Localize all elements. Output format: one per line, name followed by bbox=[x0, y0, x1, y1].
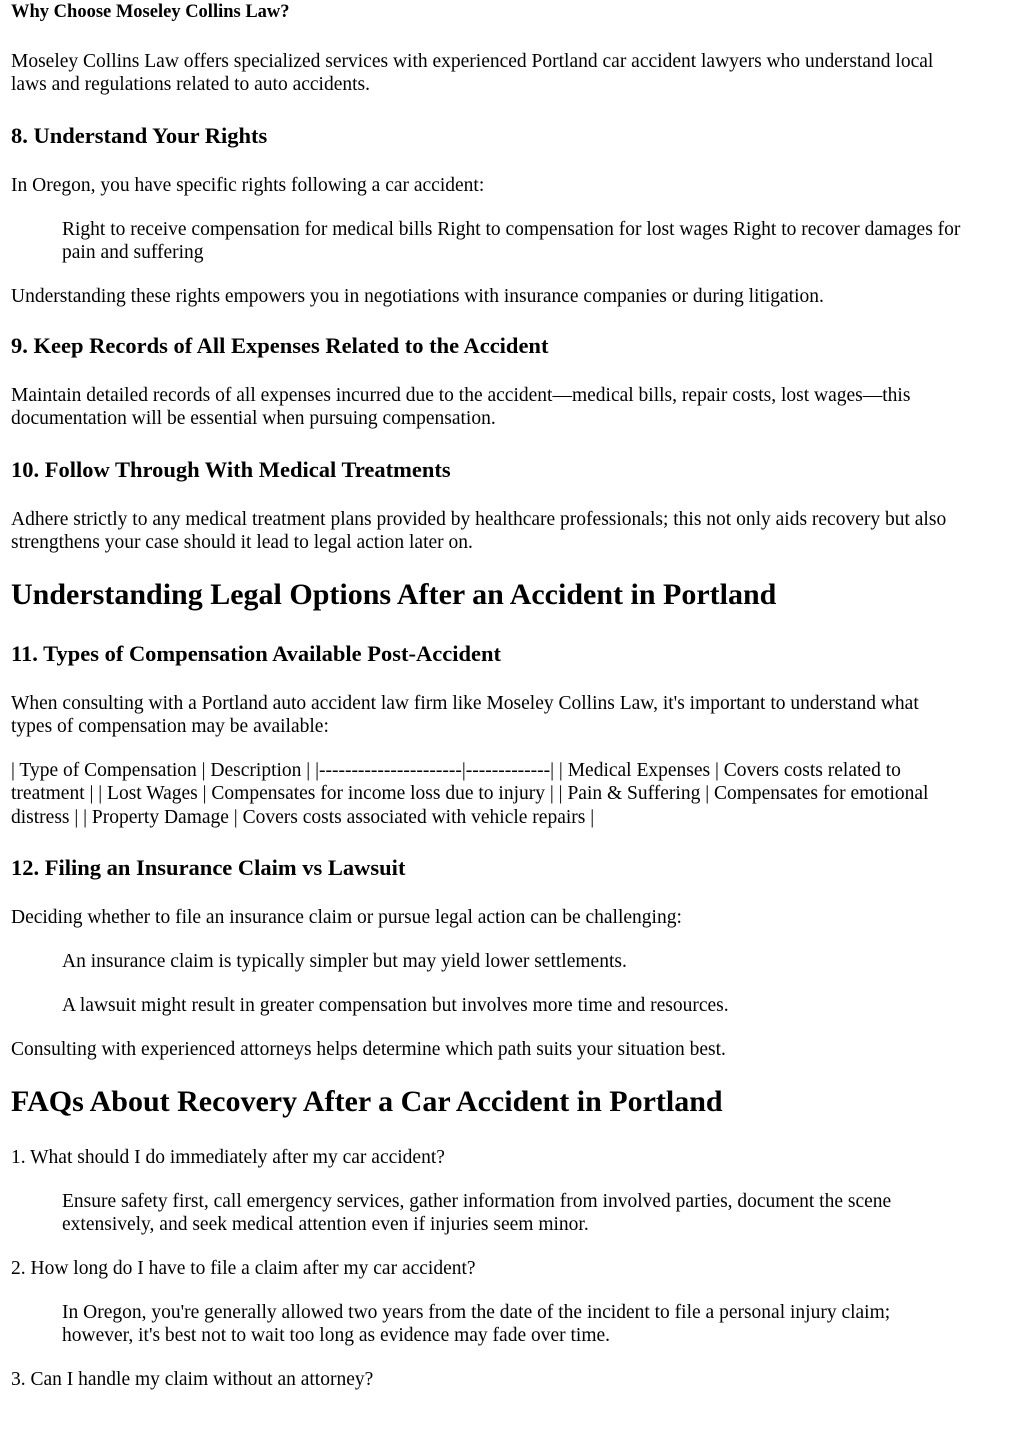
faq-answer-1-line-1: Ensure safety first, call emergency services, gather information from involved parties, document the scene bbox=[62, 1191, 892, 1212]
section-10-heading: 10. Follow Through With Medical Treatments bbox=[11, 457, 451, 482]
section-10-text-line-2: strengthens your case should it lead to legal action later on. bbox=[11, 532, 473, 553]
why-choose-text-line-2: laws and regulations related to auto accidents. bbox=[11, 74, 370, 95]
section-8-intro: In Oregon, you have specific rights following a car accident: bbox=[11, 175, 485, 196]
faq-question-1: 1. What should I do immediately after my car accident? bbox=[11, 1147, 445, 1168]
compensation-table-text-line-1: | Type of Compensation | Description | |----------------------|-------------| | Medical Expenses | Covers costs related to bbox=[11, 760, 901, 781]
faq-question-3: 3. Can I handle my claim without an attorney? bbox=[11, 1369, 374, 1390]
compensation-table-text-line-2: treatment | | Lost Wages | Compensates for income loss due to injury | | Pain & Suffering | Compensates for emotional bbox=[11, 783, 929, 804]
section-11-intro-line-1: When consulting with a Portland auto accident law firm like Moseley Collins Law, it's important to understand what bbox=[11, 693, 919, 714]
section-8-outro: Understanding these rights empowers you in negotiations with insurance companies or during litigation. bbox=[11, 286, 824, 307]
section-12-quote-1: An insurance claim is typically simpler but may yield lower settlements. bbox=[62, 951, 627, 972]
section-12-intro: Deciding whether to file an insurance claim or pursue legal action can be challenging: bbox=[11, 907, 682, 928]
section-11-heading: 11. Types of Compensation Available Post-Accident bbox=[11, 641, 502, 666]
faqs-heading: FAQs About Recovery After a Car Accident in Portland bbox=[11, 1085, 723, 1118]
section-12-quote-2: A lawsuit might result in greater compensation but involves more time and resources. bbox=[62, 995, 729, 1016]
faq-answer-2-line-1: In Oregon, you're generally allowed two years from the date of the incident to file a personal injury claim; bbox=[62, 1302, 891, 1323]
why-choose-heading: Why Choose Moseley Collins Law? bbox=[11, 2, 290, 22]
section-12-heading: 12. Filing an Insurance Claim vs Lawsuit bbox=[11, 855, 406, 880]
section-12-outro: Consulting with experienced attorneys helps determine which path suits your situation best. bbox=[11, 1039, 726, 1060]
section-9-text-line-2: documentation will be essential when pursuing compensation. bbox=[11, 408, 496, 429]
section-9-text-line-1: Maintain detailed records of all expenses incurred due to the accident—medical bills, repair costs, lost wages—this bbox=[11, 385, 911, 406]
section-9-heading: 9. Keep Records of All Expenses Related to the Accident bbox=[11, 333, 549, 358]
why-choose-text-line-1: Moseley Collins Law offers specialized services with experienced Portland car accident lawyers who understand local bbox=[11, 51, 934, 72]
section-8-heading: 8. Understand Your Rights bbox=[11, 123, 268, 148]
legal-options-heading: Understanding Legal Options After an Accident in Portland bbox=[11, 578, 777, 611]
section-8-quote-line-2: pain and suffering bbox=[62, 242, 204, 263]
faq-answer-2-line-2: however, it's best not to wait too long as evidence may fade over time. bbox=[62, 1325, 611, 1346]
faq-question-2: 2. How long do I have to file a claim after my car accident? bbox=[11, 1258, 476, 1279]
section-11-intro-line-2: types of compensation may be available: bbox=[11, 716, 329, 737]
compensation-table-text-line-3: distress | | Property Damage | Covers costs associated with vehicle repairs | bbox=[11, 807, 595, 828]
section-8-quote-line-1: Right to receive compensation for medical bills Right to compensation for lost wages Right to recover damages for bbox=[62, 219, 961, 240]
faq-answer-1-line-2: extensively, and seek medical attention even if injuries seem minor. bbox=[62, 1214, 589, 1235]
section-10-text-line-1: Adhere strictly to any medical treatment plans provided by healthcare professionals; this not only aids recovery but also bbox=[11, 509, 947, 530]
